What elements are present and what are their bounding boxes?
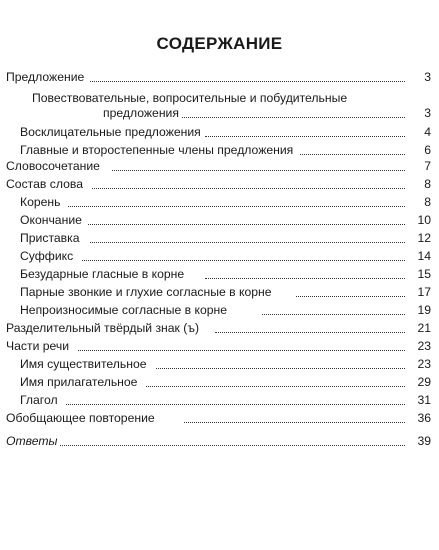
toc-entry-label: Корень [20,195,61,209]
leader-dots [205,276,405,279]
toc-entry-label: Имя прилагательное [20,375,138,389]
toc-entry-label-line1: Повествовательные, вопросительные и побудительные [32,91,348,105]
toc-entry-review [0,410,439,426]
toc-entry-page: 36 [407,410,431,426]
toc-entry-page: 8 [407,176,431,192]
toc-entry-label: Ответы [6,434,58,448]
leader-dots [78,348,405,351]
toc-entry-page: 23 [407,338,431,354]
toc-entry-label: Разделительный твёрдый знак (ъ) [6,321,199,335]
toc-entry-sentence-members [0,142,439,158]
toc-entry-label: Окончание [20,213,82,227]
toc-entry-label: Обобщающее повторение [6,411,155,425]
leader-dots [66,402,405,405]
toc-entry-answers [0,433,439,449]
toc-entry-noun [0,356,439,372]
toc-entry-prefix [0,230,439,246]
toc-entry-page: 4 [407,124,431,140]
toc-entry-label: Непроизносимые согласные в корне [20,303,228,317]
toc-entry-page: 23 [407,356,431,372]
toc-entry-parts-of-speech [0,338,439,354]
leader-dots [180,115,405,118]
leader-dots [68,204,405,207]
toc-entry-ending [0,212,439,228]
toc-entry-page: 19 [407,302,431,318]
toc-entry-page: 10 [407,212,431,228]
leader-dots [88,222,405,225]
toc-entry-page: 15 [407,266,431,282]
toc-entry-verb [0,392,439,408]
leader-dots [90,240,405,243]
toc-entry-paired-consonants [0,284,439,300]
toc-entry-label: Имя существительное [20,357,147,371]
leader-dots [92,186,405,189]
toc-entry-label: Главные и второстепенные члены предложения [20,143,294,157]
toc-entry-label: Состав слова [6,177,83,191]
leader-dots [184,420,405,423]
toc-entry-label: предложения [103,106,179,120]
toc-entry-label: Приставка [20,231,80,245]
page-title: СОДЕРЖАНИЕ [156,34,283,53]
toc-entry-page: 12 [407,230,431,246]
toc-entry-page: 3 [407,105,431,121]
toc-entry-label: Парные звонкие и глухие согласные в корне [20,285,272,299]
leader-dots [112,168,405,171]
toc-entry-label: Части речи [6,339,70,353]
toc-entry-adjective [0,374,439,390]
leader-dots [262,312,405,315]
toc-entry-page: 8 [407,194,431,210]
toc-entry-exclamatory [0,124,439,140]
toc-entry-page: 17 [407,284,431,300]
toc-entry-label: Суффикс [20,249,74,263]
toc-entry-label: Восклицательные предложения [20,125,201,139]
toc-entry-sentence-types [0,105,439,121]
toc-entry-page: 39 [407,433,431,449]
leader-dots [82,258,405,261]
toc-entry-predlozhenie [0,69,439,85]
toc-entry-page: 21 [407,320,431,336]
toc-entry-unstressed-vowels [0,266,439,282]
leader-dots [156,366,405,369]
toc-entry-suffix [0,248,439,264]
leader-dots [146,384,405,387]
toc-entry-page: 31 [407,392,431,408]
leader-dots [300,152,405,155]
leader-dots [296,294,405,297]
toc-entry-phrase [0,158,439,174]
leader-dots [205,134,405,137]
toc-entry-silent-consonants [0,302,439,318]
toc-entry-page: 14 [407,248,431,264]
toc-entry-label: Безударные гласные в корне [20,267,185,281]
toc-entry-word-structure [0,176,439,192]
toc-entry-label: Предложение [6,70,85,84]
toc-entry-hard-sign [0,320,439,336]
toc-entry-root [0,194,439,210]
toc-entry-page: 7 [407,158,431,174]
toc-entry-label: Глагол [20,393,58,407]
toc-entry-page: 29 [407,374,431,390]
leader-dots [215,330,405,333]
toc-entry-page: 6 [407,142,431,158]
leader-dots [60,443,405,446]
toc-entry-label: Словосочетание [6,159,100,173]
leader-dots [90,79,405,82]
toc-entry-page: 3 [407,69,431,85]
